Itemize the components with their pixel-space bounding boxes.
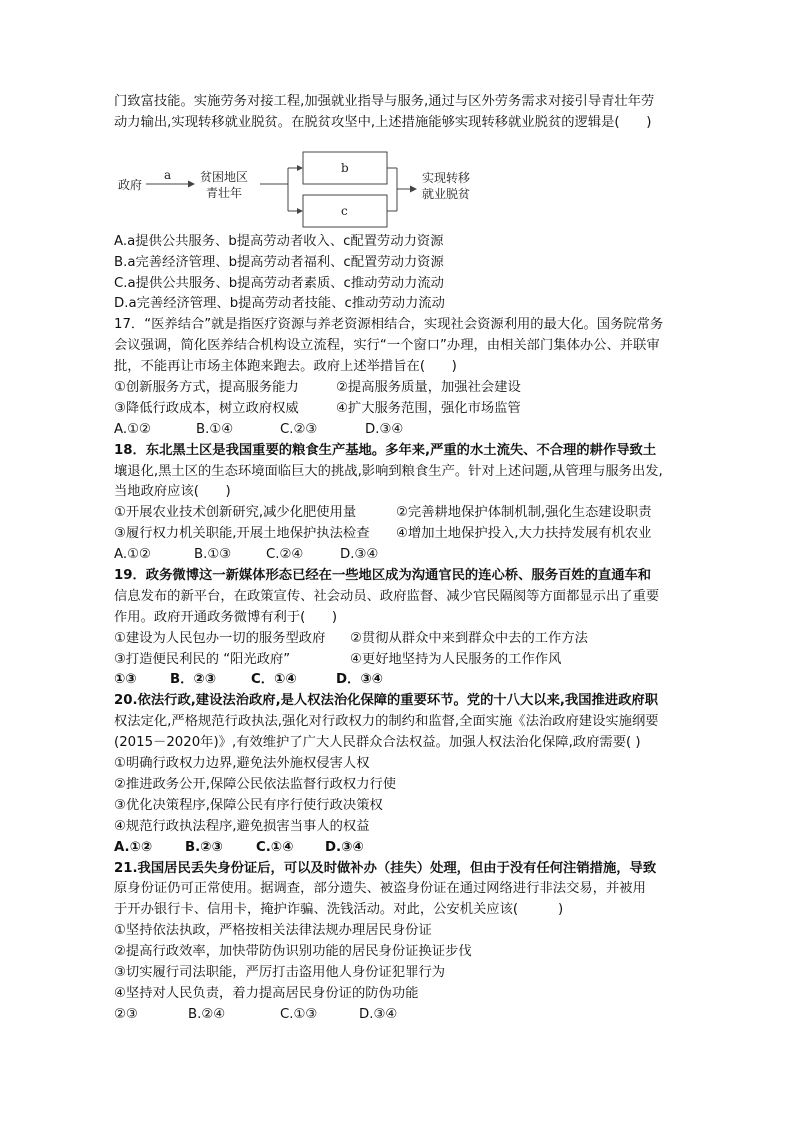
question-21-stem-line: 于开办银行卡、信用卡，掩护诈骗、洗钱活动。对此，公安机关应该( ) (114, 902, 564, 918)
question-18 (114, 441, 686, 566)
question-17-answer-b: B.①④ (196, 421, 234, 437)
question-19-items-row (114, 629, 686, 650)
question-18-stem-line: 当地政府应该( ) (114, 484, 231, 500)
question-21-item-1: ①坚持依法执政，严格按相关法律法规办理居民身份证 (114, 923, 432, 939)
question-18-answer-c: C.②④ (266, 547, 304, 563)
merge-arrow-head (410, 185, 417, 192)
question-20-stem-line: 权法定化,严格规范行政执法,强化对行政权力的制约和监督,全面实施《法治政府建设实施纲要 (114, 714, 659, 730)
question-19-item-2: ②贯彻从群众中来到群众中去的工作方法 (350, 630, 588, 646)
question-20-item-3: ③优化决策程序,保障公民有序行使行政决策权 (114, 797, 383, 813)
question-21-answer-b: B.②④ (188, 1006, 226, 1022)
question-19-answer-a: ①③ (114, 672, 137, 688)
to-box-b-head (297, 165, 303, 171)
question-21-answer-c: C.①③ (280, 1006, 318, 1022)
question-20-stem-line: (2015－2020年)》,有效维护了广大人民群众合法权益。加强人权法治化保障,政府需要( ) (114, 735, 641, 751)
question-21-answers (114, 1005, 686, 1026)
question-17-answer-d: D.③④ (365, 421, 404, 437)
question-18-stem-line: 壤退化,黑土区的生态环境面临巨大的挑战,影响到粮食生产。针对上述问题,从管理与服务出发, (114, 463, 663, 479)
question-17 (114, 315, 686, 440)
question-16-option-d: D.a完善经济管理、b提高劳动者技能、c推动劳动力流动 (114, 296, 445, 312)
question-21-stem-line: 21.我国居民丢失身份证后，可以及时做补办（挂失）处理，但由于没有任何注销措施，导致 (114, 860, 657, 876)
question-20-answer-a: A.①② (114, 839, 153, 855)
question-17-stem-line: 会议强调，简化医养结合机构设立流程，实行“一个窗口”办理，由相关部门集体办公、并联审 (114, 338, 660, 354)
question-19-item-1: ①建设为人民包办一切的服务型政府 (114, 630, 326, 646)
diagram-youth-label-1: 贫困地区 (200, 169, 249, 184)
question-19-item-3: ③打造便民利民的 “阳光政府” (114, 651, 291, 667)
question-18-answer-b: B.①③ (194, 547, 232, 563)
question-17-answers (114, 420, 686, 441)
question-17-items-row (114, 378, 686, 399)
question-20-answer-d: D.③④ (325, 839, 364, 855)
question-17-items-row (114, 399, 686, 420)
question-17-item-2: ②提高服务质量，加强社会建设 (336, 380, 521, 396)
question-20-stem-line: 20.依法行政,建设法治政府,是人权法治化保障的重要环节。党的十八大以来,我国推进政府职 (114, 693, 658, 709)
question-19-answer-b: B．②③ (170, 672, 216, 688)
question-20-item-2: ②推进政务公开,保障公民依法监督行政权力行使 (114, 776, 397, 792)
diagram-arrow-a-label: a (164, 167, 172, 182)
question-18-answer-a: A.①② (114, 547, 151, 563)
question-16-option-c: C.a提供公共服务、b提高劳动者素质、c推动劳动力流动 (114, 275, 444, 291)
question-20-item-4: ④规范行政执法程序,避免损害当事人的权益 (114, 818, 370, 834)
question-18-items-row (114, 503, 686, 524)
question-21-item-2: ②提高行政效率，加快带防伪识别功能的居民身份证换证步伐 (114, 944, 472, 960)
exam-page (114, 92, 686, 1026)
question-19-answers (114, 670, 686, 691)
question-17-stem-line: 批，不能再让市场主体跑来跑去。政府上述举措旨在( ) (114, 359, 457, 375)
question-16-option-a: A.a提供公共服务、b提高劳动者收入、c配置劳动力资源 (114, 233, 444, 249)
question-17-item-3: ③降低行政成本，树立政府权威 (114, 400, 299, 416)
question-20-item-1: ①明确行政权力边界,避免法外施权侵害人权 (114, 756, 370, 772)
question-19-answer-c: C．①④ (251, 672, 297, 688)
question-21-answer-a: ②③ (114, 1006, 138, 1022)
question-20-answer-c: C.①④ (256, 839, 294, 855)
box-c-label: c (341, 203, 348, 218)
question-19-stem-line: 信息发布的新平台，在政策宣传、社会动员、政府监督、减少官民隔阂等方面都显示出了重要 (114, 588, 660, 604)
logic-flow-diagram (114, 134, 686, 232)
question-19-answer-d: D．③④ (336, 672, 383, 688)
question-18-answers (114, 545, 686, 566)
question-21-item-3: ③切实履行司法职能，严厉打击盗用他人身份证犯罪行为 (114, 964, 446, 980)
diagram-government-label: 政府 (118, 177, 143, 192)
question-19-stem-line: 19．政务微博这一新媒体形态已经在一些地区成为沟通官民的连心桥、服务百姓的直通车和 (114, 568, 652, 584)
question-18-items-row (114, 524, 686, 545)
arrow-a-head (188, 180, 195, 187)
diagram-result-label-1: 实现转移 (422, 170, 471, 185)
question-21 (114, 859, 686, 1026)
flow-diagram-svg (114, 134, 514, 232)
question-18-item-1: ①开展农业技术创新研究,减少化肥使用量 (114, 505, 357, 521)
question-18-stem-line: 18．东北黑土区是我国重要的粮食生产基地。多年来,严重的水土流失、不合理的耕作导致土 (114, 442, 657, 458)
question-21-stem-line: 原身份证仍可正常使用。据调查，部分遗失、被盗身份证在通过网络进行非法交易，并被用 (114, 881, 646, 897)
question-17-answer-a: A.①② (114, 421, 151, 437)
question-18-item-2: ②完善耕地保护体制机制,强化生态建设职责 (396, 505, 652, 521)
question-16-line: 门致富技能。实施劳务对接工程,加强就业指导与服务,通过与区外劳务需求对接引导青壮年劳 (114, 94, 655, 109)
question-19-item-4: ④更好地坚持为人民服务的工作作风 (350, 651, 562, 667)
to-box-c-head (297, 208, 303, 214)
question-20 (114, 691, 686, 858)
question-19-stem-line: 作用。政府开通政务微博有利于( ) (114, 609, 338, 625)
question-18-item-3: ③履行权力机关职能,开展土地保护执法检查 (114, 526, 370, 542)
question-19-items-row (114, 650, 686, 671)
box-b-label: b (341, 160, 349, 175)
question-17-stem-line: 17．“医养结合”就是指医疗资源与养老资源相结合，实现社会资源利用的最大化。国务院常务 (114, 317, 664, 333)
question-17-answer-c: C.②③ (280, 421, 318, 437)
diagram-result-label-2: 就业脱贫 (422, 186, 471, 201)
question-18-answer-d: D.③④ (340, 547, 379, 563)
question-17-item-1: ①创新服务方式，提高服务能力 (114, 380, 299, 396)
question-16 (114, 92, 686, 315)
question-16-option-b: B.a完善经济管理、b提高劳动者福利、c配置劳动力资源 (114, 254, 444, 270)
question-17-item-4: ④扩大服务范围，强化市场监管 (336, 400, 521, 416)
diagram-youth-label-2: 青壮年 (206, 185, 243, 200)
question-21-item-4: ④坚持对人民负责，着力提高居民身份证的防伪功能 (114, 985, 419, 1001)
question-19 (114, 566, 686, 691)
question-16-line: 动力输出,实现转移就业脱贫。在脱贫攻坚中,上述措施能够实现转移就业脱贫的逻辑是( ) (114, 114, 652, 130)
question-20-answers (114, 838, 686, 859)
question-20-answer-b: B.②③ (185, 839, 223, 855)
question-21-answer-d: D.③④ (359, 1006, 398, 1022)
question-18-item-4: ④增加土地保护投入,大力扶持发展有机农业 (396, 526, 652, 542)
